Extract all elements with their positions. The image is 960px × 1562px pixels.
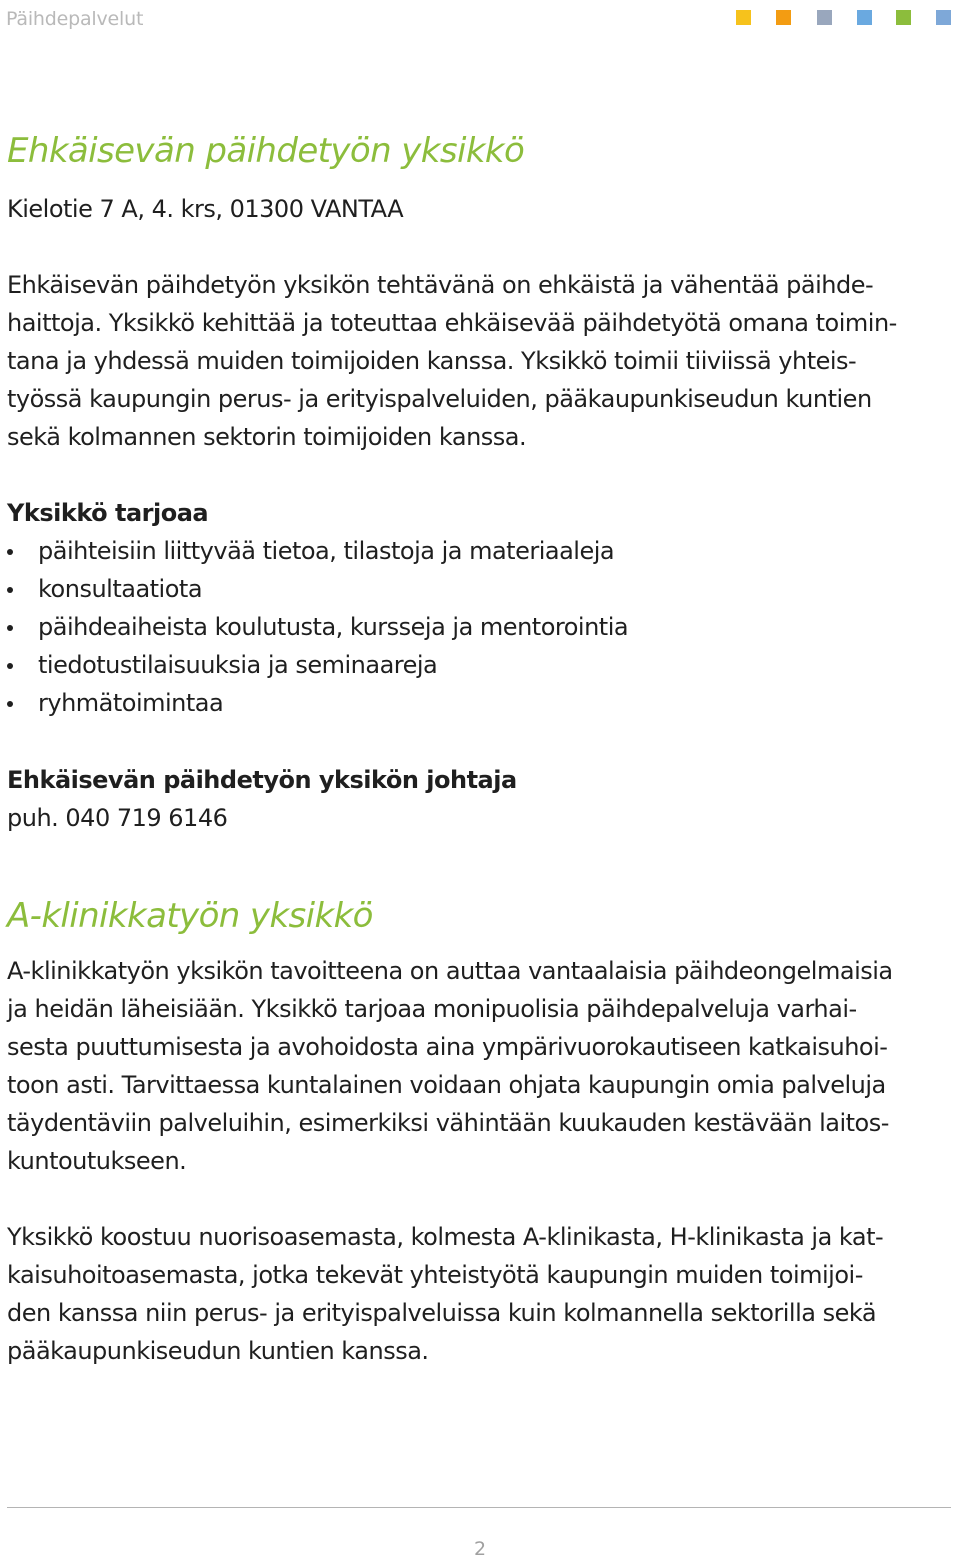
color-square-lightblue <box>936 10 951 25</box>
para1-line-4: toon asti. Tarvittaessa kuntalainen voidaan ohjata kaupungin omia palveluja <box>7 1071 886 1099</box>
bullet-icon <box>7 549 13 555</box>
para2-line-3: den kanssa niin perus- ja erityispalveluissa kuin kolmannella sektorilla sekä <box>7 1299 877 1327</box>
header-title: Päihdepalvelut <box>6 8 144 30</box>
color-square-blue <box>857 10 872 25</box>
section-title-a-klinikka: A-klinikkatyön yksikkö <box>7 896 373 936</box>
offer-text: tiedotustilaisuuksia ja seminaareja <box>38 651 438 679</box>
color-square-orange <box>776 10 791 25</box>
brand-color-squares <box>736 10 952 26</box>
footer-divider <box>7 1507 951 1508</box>
bullet-icon <box>7 663 13 669</box>
page-number: 2 <box>473 1538 487 1560</box>
para2-line-4: pääkaupunkiseudun kuntien kanssa. <box>7 1337 429 1365</box>
para1-line-3: sesta puuttumisesta ja avohoidosta aina ympärivuorokautiseen katkaisuhoi- <box>7 1033 888 1061</box>
address: Kielotie 7 A, 4. krs, 01300 VANTAA <box>7 195 404 223</box>
intro-line-4: työssä kaupungin perus- ja erityispalveluiden, pääkaupunkiseudun kuntien <box>7 385 872 413</box>
bullet-icon <box>7 701 13 707</box>
intro-line-2: haittoja. Yksikkö kehittää ja toteuttaa ehkäisevää päihdetyötä omana toimin- <box>7 309 897 337</box>
intro-line-1: Ehkäisevän päihdetyön yksikön tehtävänä on ehkäistä ja vähentää päihde- <box>7 271 874 299</box>
bullet-icon <box>7 587 13 593</box>
para1-line-6: kuntoutukseen. <box>7 1147 187 1175</box>
para2-line-2: kaisuhoitoasemasta, jotka tekevät yhteistyötä kaupungin muiden toimijoi- <box>7 1261 863 1289</box>
para1-line-1: A-klinikkatyön yksikön tavoitteena on auttaa vantaalaisia päihdeongelmaisia <box>7 957 893 985</box>
color-square-green <box>896 10 911 25</box>
color-square-yellow <box>736 10 751 25</box>
para1-line-5: täydentäviin palveluihin, esimerkiksi vähintään kuukauden kestävään laitos- <box>7 1109 889 1137</box>
section-title-ehkaiseva: Ehkäisevän päihdetyön yksikkö <box>7 131 525 171</box>
contact-phone: puh. 040 719 6146 <box>7 804 228 832</box>
contact-heading: Ehkäisevän päihdetyön yksikön johtaja <box>7 766 517 794</box>
intro-line-3: tana ja yhdessä muiden toimijoiden kanssa. Yksikkö toimii tiiviissä yhteis- <box>7 347 857 375</box>
intro-line-5: sekä kolmannen sektorin toimijoiden kanssa. <box>7 423 527 451</box>
offers-heading: Yksikkö tarjoaa <box>7 499 209 527</box>
offer-text: konsultaatiota <box>38 575 203 603</box>
offer-text: ryhmätoimintaa <box>38 689 224 717</box>
color-square-grey <box>817 10 832 25</box>
offer-text: päihteisiin liittyvää tietoa, tilastoja ja materiaaleja <box>38 537 615 565</box>
para2-line-1: Yksikkö koostuu nuorisoasemasta, kolmesta A-klinikasta, H-klinikasta ja kat- <box>7 1223 884 1251</box>
bullet-icon <box>7 625 13 631</box>
para1-line-2: ja heidän läheisiään. Yksikkö tarjoaa monipuolisia päihdepalveluja varhai- <box>7 995 857 1023</box>
offer-text: päihdeaiheista koulutusta, kursseja ja mentorointia <box>38 613 629 641</box>
